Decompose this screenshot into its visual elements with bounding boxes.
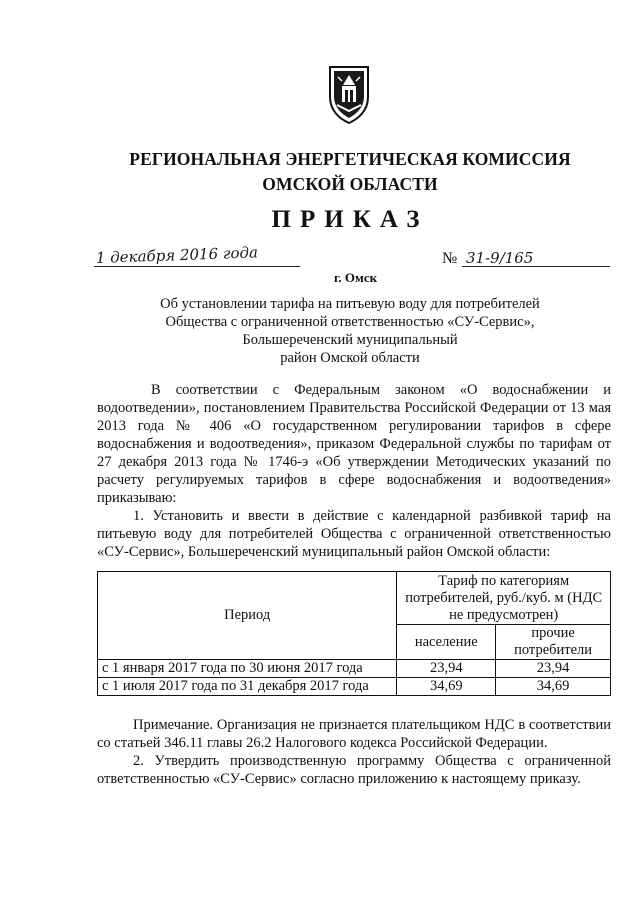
tariff-table	[97, 571, 611, 696]
row-period: с 1 января 2017 года по 30 июня 2017 года	[98, 660, 397, 678]
row-population-value: 23,94	[397, 660, 496, 678]
order-body-continued	[97, 716, 611, 788]
table-header-row	[98, 572, 611, 625]
table-row	[98, 678, 611, 696]
organization-title-line1: РЕГИОНАЛЬНАЯ ЭНЕРГЕТИЧЕСКАЯ КОМИССИЯ	[129, 149, 571, 169]
row-period: с 1 июля 2017 года по 31 декабря 2017 года	[98, 678, 397, 696]
item-2-paragraph: 2. Утвердить производственную программу Общества с ограниченной ответственностью «СУ-Сервис» согласно приложению к настоящему приказу.	[97, 753, 611, 787]
organization-title	[60, 147, 640, 197]
preamble-paragraph: В соответствии с Федеральным законом «О водоснабжении и водоотведении», постановлением Правительства Российской Федерации от 13 мая 2013 года № 406 «О государственном регулировании тарифов в сфере водоснабжения и водоотведения», приказом Федеральной службы по тарифам от 27 декабря 2013 года № 1746-э «Об утверждении Методических указаний по расчету регулируемых тарифов в сфере водоснабжения и водоотведения» приказываю:	[97, 382, 611, 506]
subject-line4: район Омской области	[280, 350, 420, 366]
row-other-value: 34,69	[496, 678, 611, 696]
document-type-heading: ПРИКАЗ	[271, 206, 429, 233]
omsk-coat-of-arms-emblem	[326, 63, 372, 125]
header-population: население	[397, 625, 496, 660]
header-other-consumers: прочие потребители	[496, 625, 611, 660]
order-body	[97, 381, 611, 561]
date-underline	[94, 266, 300, 267]
item-1-paragraph: 1. Установить и ввести в действие с календарной разбивкой тариф на питьевую воду для потребителей Общества с ограниченной ответственностью «СУ-Сервис», Большереченский муниципальный район Омской области:	[97, 508, 611, 560]
header-tariff: Тариф по категориям потребителей, руб./куб. м (НДС не предусмотрен)	[397, 572, 611, 625]
order-subject	[60, 295, 640, 367]
city-label: г. Омск	[334, 270, 378, 285]
table-row	[98, 660, 611, 678]
handwritten-date: 1 декабря 2016 года	[95, 243, 259, 267]
subject-line1: Об установлении тарифа на питьевую воду для потребителей	[160, 296, 540, 312]
subject-line3: Большереченский муниципальный	[242, 332, 458, 348]
handwritten-number: 31-9/165	[466, 249, 534, 267]
note-paragraph: Примечание. Организация не признается плательщиком НДС в соответствии со статьей 346.11 главы 26.2 Налогового кодекса Российской Федерации.	[97, 717, 611, 751]
number-label: №	[442, 250, 458, 267]
row-other-value: 23,94	[496, 660, 611, 678]
organization-title-line2: ОМСКОЙ ОБЛАСТИ	[262, 174, 438, 194]
subject-line2: Общества с ограниченной ответственностью «СУ-Сервис»,	[165, 314, 535, 330]
row-population-value: 34,69	[397, 678, 496, 696]
number-underline	[462, 266, 610, 267]
header-period: Период	[98, 572, 397, 660]
